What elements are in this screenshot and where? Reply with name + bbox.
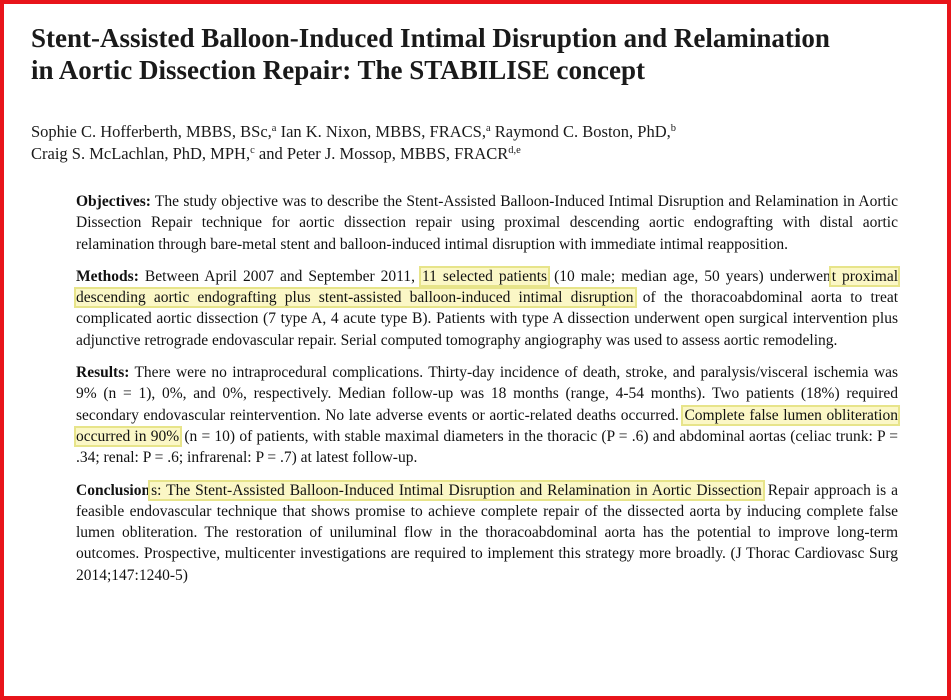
author-3-affil: b <box>670 123 677 134</box>
abstract <box>76 191 898 597</box>
objectives-label: Objectives: <box>76 193 151 210</box>
title-line-1: Stent-Assisted Balloon-Induced Intimal Disruption and Relamination <box>31 23 830 53</box>
methods-text-3: of the thoracoabdominal aorta to treat complicated aortic dissection (7 type A, 4 acute type B). Patients with type A dissection underwent open surgical intervention plus adjunctive retrograde endovascular repair. Serial computed tomography angiography was used to assess aortic remodeling. <box>76 289 899 349</box>
methods-text-1: Between April 2007 and September 2011, <box>144 267 415 285</box>
author-5: and Peter J. Mossop, MBBS, FRACR <box>258 144 509 163</box>
results-section <box>76 362 898 468</box>
methods-label: Methods: <box>76 267 139 285</box>
author-1-affil: a <box>271 123 277 134</box>
author-1: Sophie C. Hofferberth, MBBS, BSc, <box>31 122 272 141</box>
title-line-2: in Aortic Dissection Repair: The STABILISE concept <box>31 55 646 85</box>
author-2: Ian K. Nixon, MBBS, FRACS, <box>280 122 486 141</box>
methods-text-2: (10 male; median age, 50 years) underwen <box>554 267 831 285</box>
conclusions-label: Conclusion <box>76 481 151 499</box>
methods-section <box>76 266 898 351</box>
methods-highlight-technique: t proximal descending aortic endografting plus stent-assisted balloon-induced intimal disruption <box>76 267 899 307</box>
objectives-text: The study objective was to describe the Stent-Assisted Balloon-Induced Intimal Disruption and Relamination in Aortic Dissection Repair technique for aortic dissection repair using proximal descending aortic endografting with distal aortic relamination through bare-metal stent and balloon-induced intimal disruption with immediate intimal reapposition. <box>76 193 898 253</box>
author-4: Craig S. McLachlan, PhD, MPH, <box>31 144 251 163</box>
results-text-2: (n = 10) of patients, with stable maximal diameters in the thoracic (P = .6) and abdominal aortas (celiac trunk: P = .34; renal: P = .6; infrarenal: P = .7) at latest follow-up. <box>76 427 898 467</box>
author-5-affil: d,e <box>508 145 521 156</box>
conclusions-section <box>76 480 898 586</box>
results-highlight-obliteration: Complete false lumen obliteration occurred in 90% <box>76 406 898 445</box>
conclusions-text: Repair approach is a feasible endovascular technique that shows promise to achieve complete repair of the dissected aorta by inducing complete false lumen obliteration. The restoration of uniluminal flow in the thoracoabdominal aorta has the potential to improve long-term outcomes. Prospective, multicenter investigations are required to implement this strategy more broadly. (J Thorac Cardiovasc Surg 2014;147:1240-5) <box>76 481 899 584</box>
methods-highlight-patients: 11 selected patients <box>422 267 548 285</box>
author-4-affil: c <box>250 145 255 156</box>
author-3: Raymond C. Boston, PhD, <box>494 122 671 141</box>
results-label: Results: <box>76 364 130 382</box>
results-text-1: There were no intraprocedural complications. Thirty-day incidence of death, stroke, and paralysis/visceral ischemia was 9% (n = 1), 0%, and 0%, respectively. Median follow-up was 18 months (range, 4-54 months). Two patients (18%) required secondary endovascular reintervention. No late adverse events or aortic-related deaths occurred. <box>76 364 898 424</box>
conclusions-highlight: s: The Stent-Assisted Balloon-Induced Intimal Disruption and Relamination in Aortic Dissection <box>151 481 762 499</box>
objectives-section <box>76 191 898 255</box>
author-2-affil: a <box>485 123 491 134</box>
author-list <box>31 121 931 165</box>
paper-title <box>31 22 931 86</box>
